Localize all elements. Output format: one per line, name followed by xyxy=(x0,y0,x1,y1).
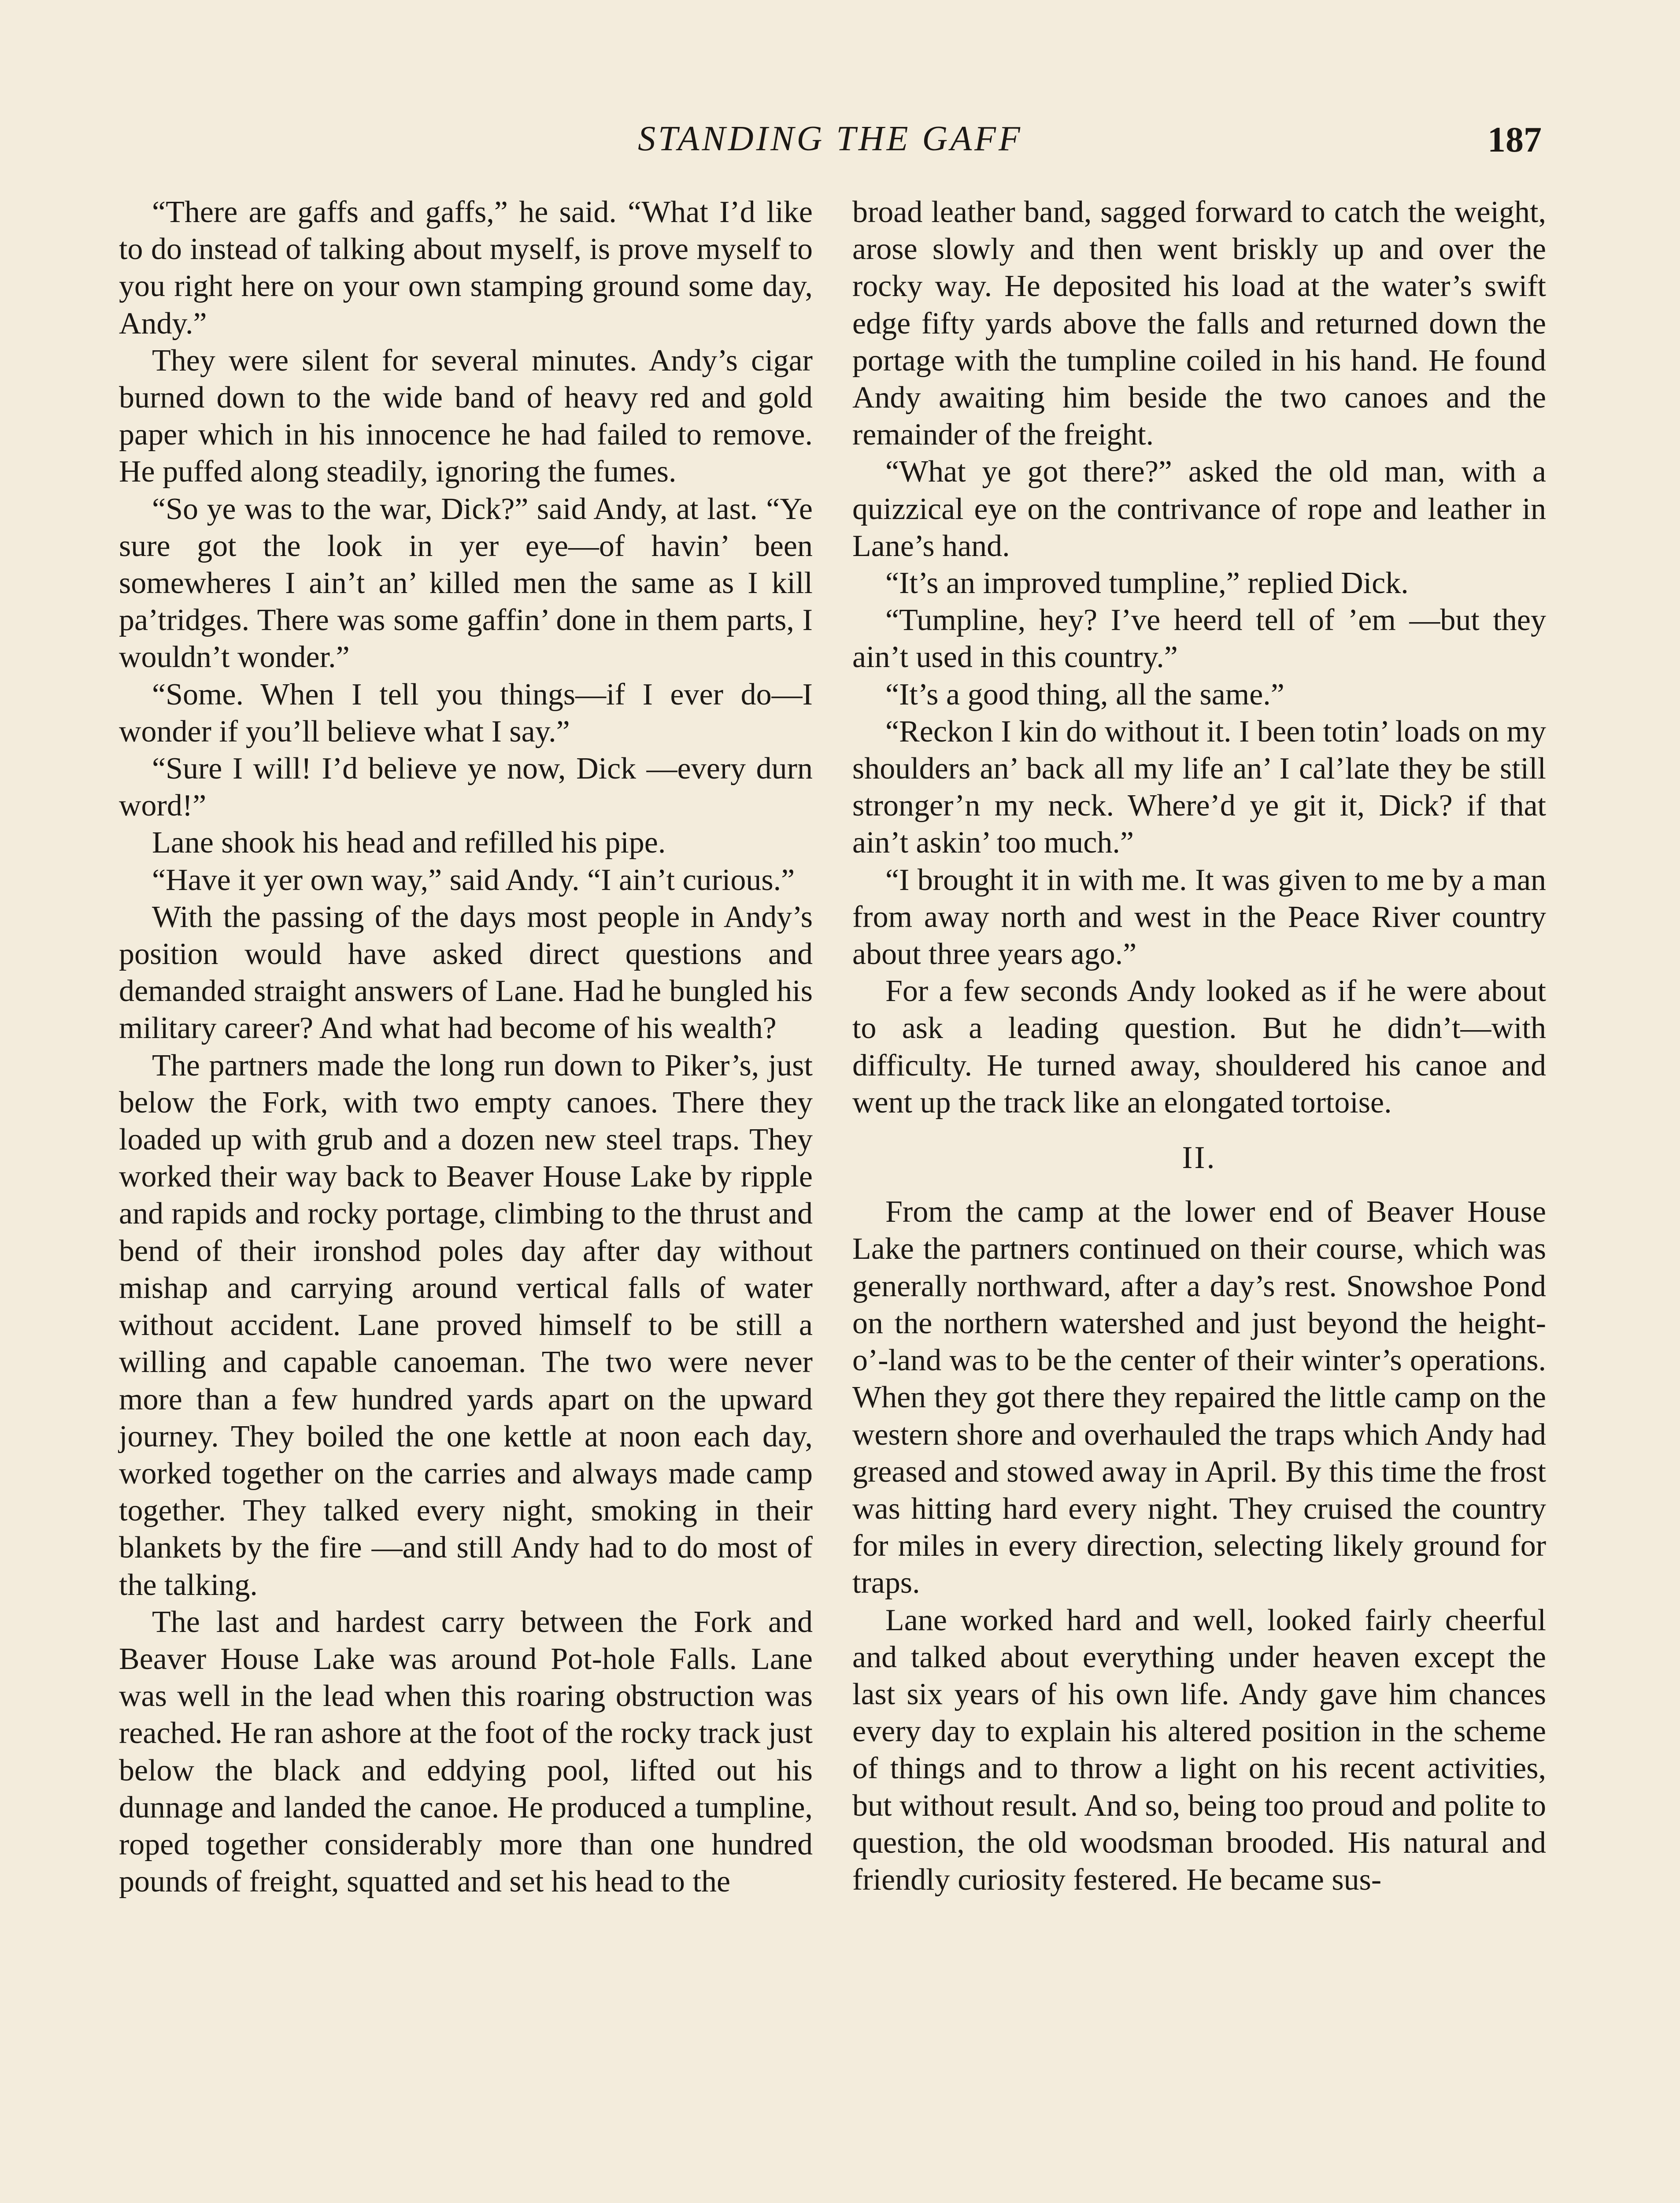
paragraph: They were silent for several minutes. Andy’s cigar burned down to the wide band of heavy red and gold paper which in his innocence he had failed to remove. He puffed along steadily, ignoring the fumes. xyxy=(119,343,813,489)
paragraph: “So ye was to the war, Dick?” said Andy, at last. “Ye sure got the look in yer eye—of havin’ been somewheres I ain’t an’ killed men the same as I kill pa’tridges. There was some gaffin’ done in them parts, I wouldn’t wonder.” xyxy=(119,492,813,675)
paragraph: “It’s an improved tumpline,” replied Dick. xyxy=(885,566,1409,601)
paragraph: “Some. When I tell you things—if I ever do—I wonder if you’ll believe what I say.” xyxy=(119,677,813,749)
page-number: 187 xyxy=(1488,119,1542,159)
paragraph: “It’s a good thing, all the same.” xyxy=(885,677,1284,712)
paragraph: “Tumpline, hey? I’ve heerd tell of ’em —but they ain’t used in this country.” xyxy=(852,603,1546,675)
paragraph: “What ye got there?” asked the old man, with a quizzical eye on the contrivance of rope and leather in Lane’s hand. xyxy=(852,455,1546,563)
paragraph-continued: broad leather band, sagged forward to catch the weight, arose slowly and then went briskly up and over the rocky way. He deposited his load at the water’s swift edge fifty yards above the falls and returned down the portage with the tumpline coiled in his hand. He found Andy awaiting him beside the two canoes and the remainder of the freight. xyxy=(852,195,1546,452)
paragraph: “Have it yer own way,” said Andy. “I ain’t curious.” xyxy=(152,863,795,897)
paragraph: With the passing of the days most people in Andy’s position would have asked direct questions and demanded straight answers of Lane. Had he bungled his military career? And what had become of his wealth? xyxy=(119,900,813,1046)
paragraph: Lane shook his head and refilled his pipe. xyxy=(152,826,666,860)
paragraph: For a few seconds Andy looked as if he were about to ask a leading question. But he didn’t—with difficulty. He turned away, shouldered his canoe and went up the track like an elongated tortoise. xyxy=(852,974,1546,1120)
page-header xyxy=(119,119,1542,167)
paragraph: “There are gaffs and gaffs,” he said. “What I’d like to do instead of talking about myself, is prove myself to you right here on your own stamping ground some day, Andy.” xyxy=(119,195,813,341)
paragraph: “Reckon I kin do without it. I been totin’ loads on my shoulders an’ back all my life an’ I cal’late they be still stronger’n my neck. Where’d ye git it, Dick? if that ain’t askin’ too much.” xyxy=(852,714,1546,860)
paragraph: “I brought it in with me. It was given to me by a man from away north and west in the Peace River country about three years ago.” xyxy=(852,863,1546,972)
section-heading: II. xyxy=(1182,1140,1217,1176)
paragraph: The last and hardest carry between the Fork and Beaver House Lake was around Pot-hole Falls. Lane was well in the lead when this roaring obstruction was reached. He ran ashore at the foot of the rocky track just below the black and eddying pool, lifted out his dunnage and landed the canoe. He produced a tumpline, roped together considerably more than one hundred pounds of freight, squatted and set his head to the xyxy=(119,1605,813,1899)
right-column xyxy=(852,194,1546,1899)
paragraph: Lane worked hard and well, looked fairly cheerful and talked about everything under heaven except the last six years of his own life. Andy gave him chances every day to explain his altered position in the scheme of things and to throw a light on his recent activities, but without result. And so, being too proud and polite to question, the old woodsman brooded. His natural and friendly curiosity festered. He became sus- xyxy=(852,1603,1546,1897)
paragraph: The partners made the long run down to Piker’s, just below the Fork, with two empty canoes. There they loaded up with grub and a dozen new steel traps. They worked their way back to Beaver House Lake by ripple and rapids and rocky portage, climbing to the thrust and bend of their ironshod poles day after day without mishap and carrying around vertical falls of water without accident. Lane proved himself to be still a willing and capable canoeman. The two were never more than a few hundred yards apart on the upward journey. They boiled the one kettle at noon each day, worked together on the carries and always made camp together. They talked every night, smoking in their blankets by the fire —and still Andy had to do most of the talking. xyxy=(119,1048,813,1602)
paragraph: “Sure I will! I’d believe ye now, Dick —every durn word!” xyxy=(119,752,813,823)
paragraph: From the camp at the lower end of Beaver House Lake the partners continued on their course, which was generally northward, after a day’s rest. Snowshoe Pond on the northern watershed and just beyond the height-o’-land was to be the center of their winter’s operations. When they got there they repaired the little camp on the western shore and overhauled the traps which Andy had greased and stowed away in April. By this time the frost was hitting hard every night. They cruised the country for miles in every direction, selecting likely ground for traps. xyxy=(852,1195,1546,1600)
left-column xyxy=(119,194,813,1900)
running-title: STANDING THE GAFF xyxy=(638,119,1023,158)
